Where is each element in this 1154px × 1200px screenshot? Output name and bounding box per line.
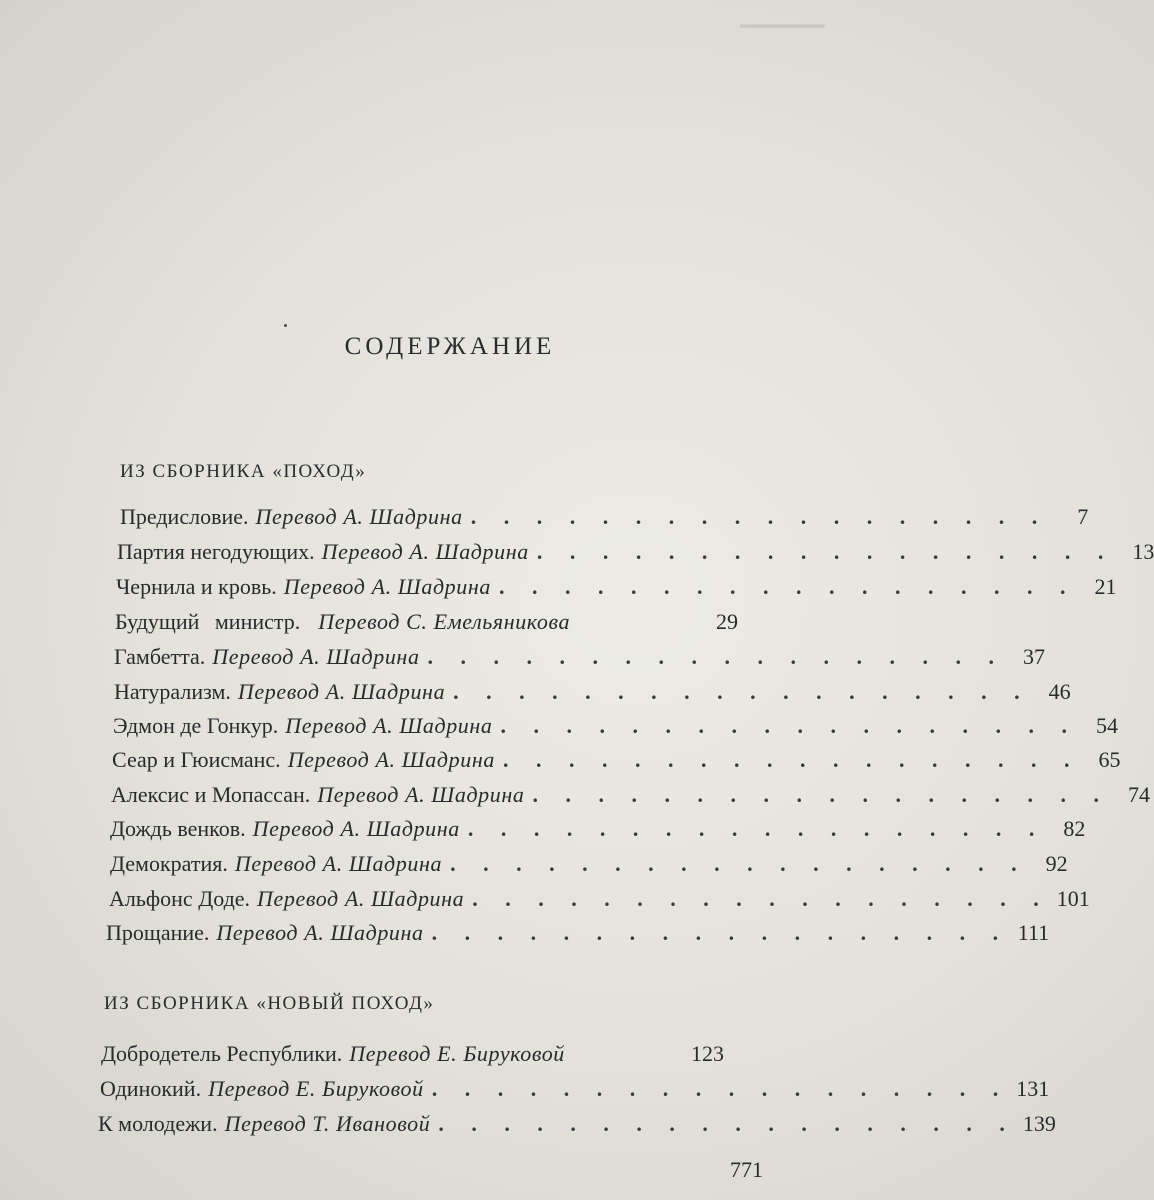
entry-translator: Перевод А. Шадрина	[283, 574, 491, 599]
entry-translator: Перевод С. Емельяникова	[318, 609, 571, 634]
dot-leader: . . . . . . . . . . . . . . . . . .	[536, 539, 1115, 564]
entry-title: Прощание.	[106, 920, 210, 945]
entry-page-number: 65	[1098, 747, 1121, 772]
dot-leader: . . . . . . . . . . . . . . . . . .	[502, 747, 1081, 772]
entry-page-number: 54	[1096, 713, 1119, 738]
toc-entry	[110, 814, 1086, 844]
entry-page-number: 111	[1017, 920, 1050, 945]
toc-entry	[109, 884, 1090, 914]
toc-entry	[98, 1109, 1056, 1139]
entry-translator: Перевод А. Шадрина	[234, 851, 443, 876]
entry-title: Будущий министр.	[115, 609, 301, 634]
entry-translator: Перевод А. Шадрина	[321, 539, 529, 564]
entry-translator: Перевод А. Шадрина	[212, 644, 420, 669]
entry-page-number: 37	[1023, 644, 1046, 669]
entry-title: К молодежи.	[98, 1111, 218, 1136]
entry-page-number: 7	[1077, 504, 1089, 529]
entry-title: Сеар и Гюисманс.	[112, 747, 281, 772]
entry-title: Алексис и Мопассан.	[111, 782, 311, 807]
entry-translator: Перевод А. Шадрина	[216, 920, 424, 945]
entry-page-number: 101	[1056, 886, 1090, 911]
entry-translator: Перевод А. Шадрина	[252, 816, 460, 841]
entry-title: Добродетель Республики.	[101, 1041, 343, 1066]
entry-page-number: 131	[1016, 1076, 1050, 1101]
entry-title: Эдмон де Гонкур.	[113, 713, 279, 738]
show-through-texture: ━━━━━━━	[740, 16, 825, 38]
toc-entry	[111, 780, 1150, 810]
entry-title: Предисловие.	[120, 504, 249, 529]
entry-translator: Перевод А. Шадрина	[255, 504, 463, 529]
dot-leader: . . . . . . . . . . . . . . . . . .	[450, 851, 1028, 876]
entry-page-number: 92	[1045, 851, 1068, 876]
dot-leader: . . . . . . . . . . . . . . . . . .	[532, 782, 1110, 807]
toc-entry	[116, 572, 1117, 602]
dot-leader: . . . . . . . . . . . . . . . . . .	[500, 713, 1079, 738]
page-number: 771	[730, 1157, 763, 1182]
entry-page-number: 29	[716, 609, 738, 634]
entry-title: Чернила и кровь.	[116, 574, 277, 599]
toc-entry	[100, 1074, 1050, 1104]
dot-leader: . . . . . . . . . . . . . . . . . .	[438, 1111, 1016, 1136]
entry-page-number: 13	[1132, 539, 1154, 564]
dot-leader: . . . . . . . . . . . . . . . . . .	[470, 504, 1049, 529]
toc-entry	[113, 711, 1119, 741]
entry-page-number: 46	[1048, 679, 1071, 704]
entry-translator: Перевод А. Шадрина	[317, 782, 525, 807]
dot-leader: . . . . . . . . . . . . . . . . . .	[431, 920, 1010, 945]
toc-entry	[110, 849, 1068, 879]
toc-entry	[114, 642, 1046, 672]
entry-translator: Перевод А. Шадрина	[287, 747, 495, 772]
entry-translator: Перевод А. Шадрина	[285, 713, 493, 738]
toc-entry	[117, 537, 1154, 567]
entry-title: Партия негодующих.	[117, 539, 315, 564]
entry-translator: Перевод Е. Бируковой	[208, 1076, 424, 1101]
entry-page-number: 21	[1094, 574, 1117, 599]
entry-title: Натурализм.	[114, 679, 231, 704]
page-title: СОДЕРЖАНИЕ	[344, 333, 556, 360]
toc-entry	[120, 502, 1089, 532]
entry-translator: Перевод А. Шадрина	[257, 886, 465, 911]
section-heading: ИЗ СБОРНИКА «ПОХОД»	[120, 461, 367, 482]
dot-leader: . . . . . . . . . . . . . . . . . .	[472, 886, 1050, 911]
entry-translator: Перевод Е. Бируковой	[349, 1041, 565, 1066]
entry-page-number: 139	[1022, 1111, 1056, 1136]
entry-title: Гамбетта.	[114, 644, 206, 669]
entry-title: Альфонс Доде.	[109, 886, 251, 911]
entry-translator: Перевод Т. Ивановой	[224, 1111, 431, 1136]
section-heading: ИЗ СБОРНИКА «НОВЫЙ ПОХОД»	[104, 993, 435, 1014]
dot-leader: . . . . . . . . . . . . . . . . . .	[427, 644, 1006, 669]
ink-speck	[284, 324, 287, 327]
entry-title: Одинокий.	[100, 1076, 202, 1101]
toc-entry	[112, 745, 1121, 775]
entry-title: Демократия.	[110, 851, 228, 876]
toc-entry	[101, 1039, 724, 1069]
toc-entry	[115, 607, 738, 637]
toc-entry	[106, 918, 1050, 948]
entry-title: Дождь венков.	[110, 816, 246, 841]
dot-leader: . . . . . . . . . . . . . . . . . .	[453, 679, 1031, 704]
entry-page-number: 74	[1128, 782, 1150, 807]
entry-translator: Перевод А. Шадрина	[237, 679, 446, 704]
dot-leader: . . . . . . . . . . . . . . . . . .	[499, 574, 1077, 599]
dot-leader: . . . . . . . . . . . . . . . . . .	[431, 1076, 1010, 1101]
entry-page-number: 123	[691, 1041, 724, 1066]
entry-page-number: 82	[1063, 816, 1086, 841]
dot-leader: . . . . . . . . . . . . . . . . . .	[467, 816, 1046, 841]
toc-entry	[114, 677, 1071, 707]
